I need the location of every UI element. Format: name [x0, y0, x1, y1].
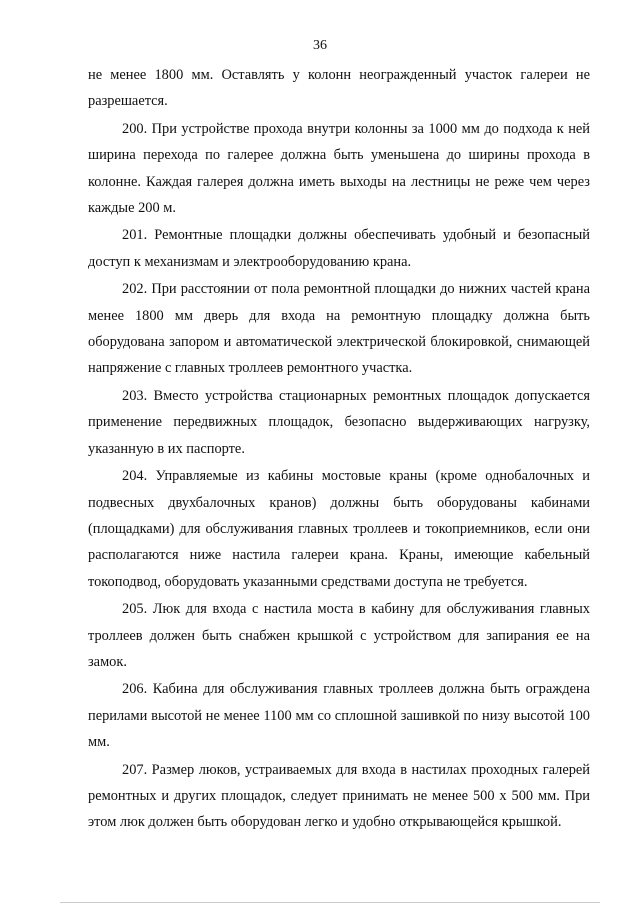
paragraph-204: 204. Управляемые из кабины мостовые краны (кроме однобалочных и подвесных двухбалочных кранов) должны быть оборудованы кабинами (площадками) для обслуживания главных троллеев и токоприемников, если они располагаются ниже настила галереи крана. Краны, имеющие кабельный токоподвод, оборудовать указанными средствами доступа не требуется.	[88, 468, 590, 590]
paragraph-201: 201. Ремонтные площадки должны обеспечивать удобный и безопасный доступ к механизмам и электрооборудованию крана.	[88, 227, 590, 270]
paragraph-207: 207. Размер люков, устраиваемых для входа в настилах проходных галерей ремонтных и других площадок, следует принимать не менее 500 х 500 мм. При этом люк должен быть оборудован легко и удобно открывающейся крышкой.	[88, 761, 590, 831]
paragraph-203: 203. Вместо устройства стационарных ремонтных площадок допускается применение передвижных площадок, безопасно выдерживающих нагрузку, указанную в их паспорте.	[88, 387, 590, 457]
paragraph-202: 202. При расстоянии от пола ремонтной площадки до нижних частей крана менее 1800 мм дверь для входа на ремонтную площадку должна быть оборудована запором и автоматической электрической блокировкой, снимающей напряжение с главных троллеев ремонтного участка.	[88, 281, 590, 377]
document-body	[88, 62, 590, 837]
paragraph-205: 205. Люк для входа с настила моста в кабину для обслуживания главных троллеев должен быть снабжен крышкой с устройством для запирания ее на замок.	[88, 601, 590, 670]
paragraph-continuation: не менее 1800 мм. Оставлять у колонн неогражденный участок галереи не разрешается.	[88, 67, 590, 110]
paragraph-206: 206. Кабина для обслуживания главных троллеев должна быть ограждена перилами высотой не менее 1100 мм со сплошной зашивкой по низу высотой 100 мм.	[88, 681, 590, 751]
paragraph-200: 200. При устройстве прохода внутри колонны за 1000 мм до подхода к ней ширина перехода по галерее должна быть уменьшена до ширины прохода в колонне. Каждая галерея должна иметь выходы на лестницы не реже чем через каждые 200 м.	[88, 120, 590, 217]
page-bottom-edge	[60, 902, 600, 903]
page-number: 36	[313, 38, 327, 53]
